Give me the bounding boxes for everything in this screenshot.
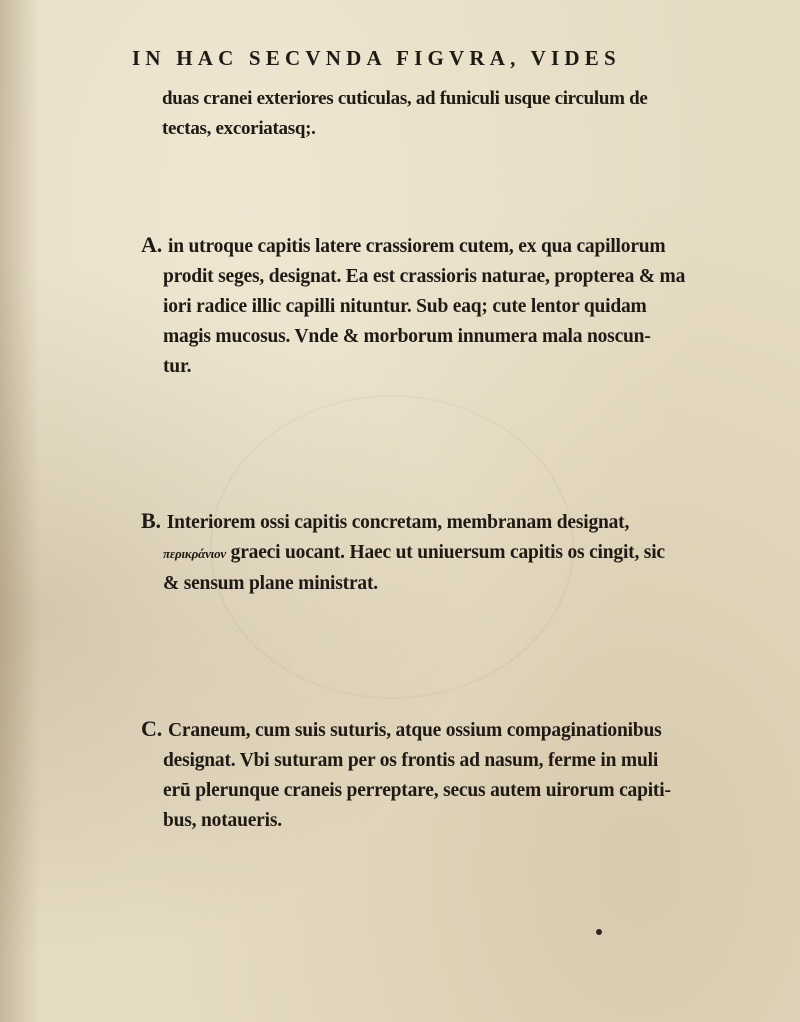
greek-term: περικράνιον xyxy=(163,546,226,561)
entry-b-line-2 xyxy=(141,538,741,569)
intro-line-2: tectas, excoriatasq;. xyxy=(162,118,316,139)
entry-a xyxy=(141,230,741,382)
entry-a-line-3: iori radice illic capilli nituntur. Sub eaq; cute lentor quidam xyxy=(163,296,647,317)
entry-a-line-5: tur. xyxy=(163,356,192,377)
entry-a-line-1 xyxy=(141,230,741,262)
entry-b-text-1: Interiorem ossi capitis concretam, membranam designat, xyxy=(166,512,630,533)
entry-a-letter: A. xyxy=(141,232,162,257)
entry-b-line-1 xyxy=(141,506,741,538)
entry-b xyxy=(141,506,741,599)
entry-c-letter: C. xyxy=(141,716,162,741)
page-heading: IN HAC SECVNDA FIGVRA, VIDES xyxy=(132,46,621,70)
entry-c-text-1: Craneum, cum suis suturis, atque ossium compaginationibus xyxy=(168,720,662,741)
entry-c-line-2: designat. Vbi suturam per os frontis ad nasum, ferme in muli xyxy=(163,750,659,771)
ink-dot-mark xyxy=(596,929,602,935)
entry-a-text-1: in utroque capitis latere crassiorem cutem, ex qua capillorum xyxy=(168,236,666,257)
intro-paragraph xyxy=(162,84,722,144)
entry-a-line-2: prodit seges, designat. Ea est crassioris naturae, propterea & ma xyxy=(163,266,686,287)
entry-c-line-3: erū plerunque craneis perreptare, secus autem uirorum capiti- xyxy=(163,780,671,801)
entry-c-line-4: bus, notaueris. xyxy=(163,810,282,831)
entry-b-line-3: & sensum plane ministrat. xyxy=(163,573,378,594)
page-gutter-shadow xyxy=(0,0,40,1022)
intro-line-1: duas cranei exteriores cuticulas, ad funiculi usque circulum de xyxy=(162,88,648,109)
entry-c-line-1 xyxy=(141,714,741,746)
entry-c xyxy=(141,714,741,836)
entry-b-text-2: graeci uocant. Haec ut uniuersum capitis os cingit, sic xyxy=(225,542,665,563)
entry-a-line-4: magis mucosus. Vnde & morborum innumera mala noscun- xyxy=(163,326,651,347)
entry-b-letter: B. xyxy=(141,508,161,533)
